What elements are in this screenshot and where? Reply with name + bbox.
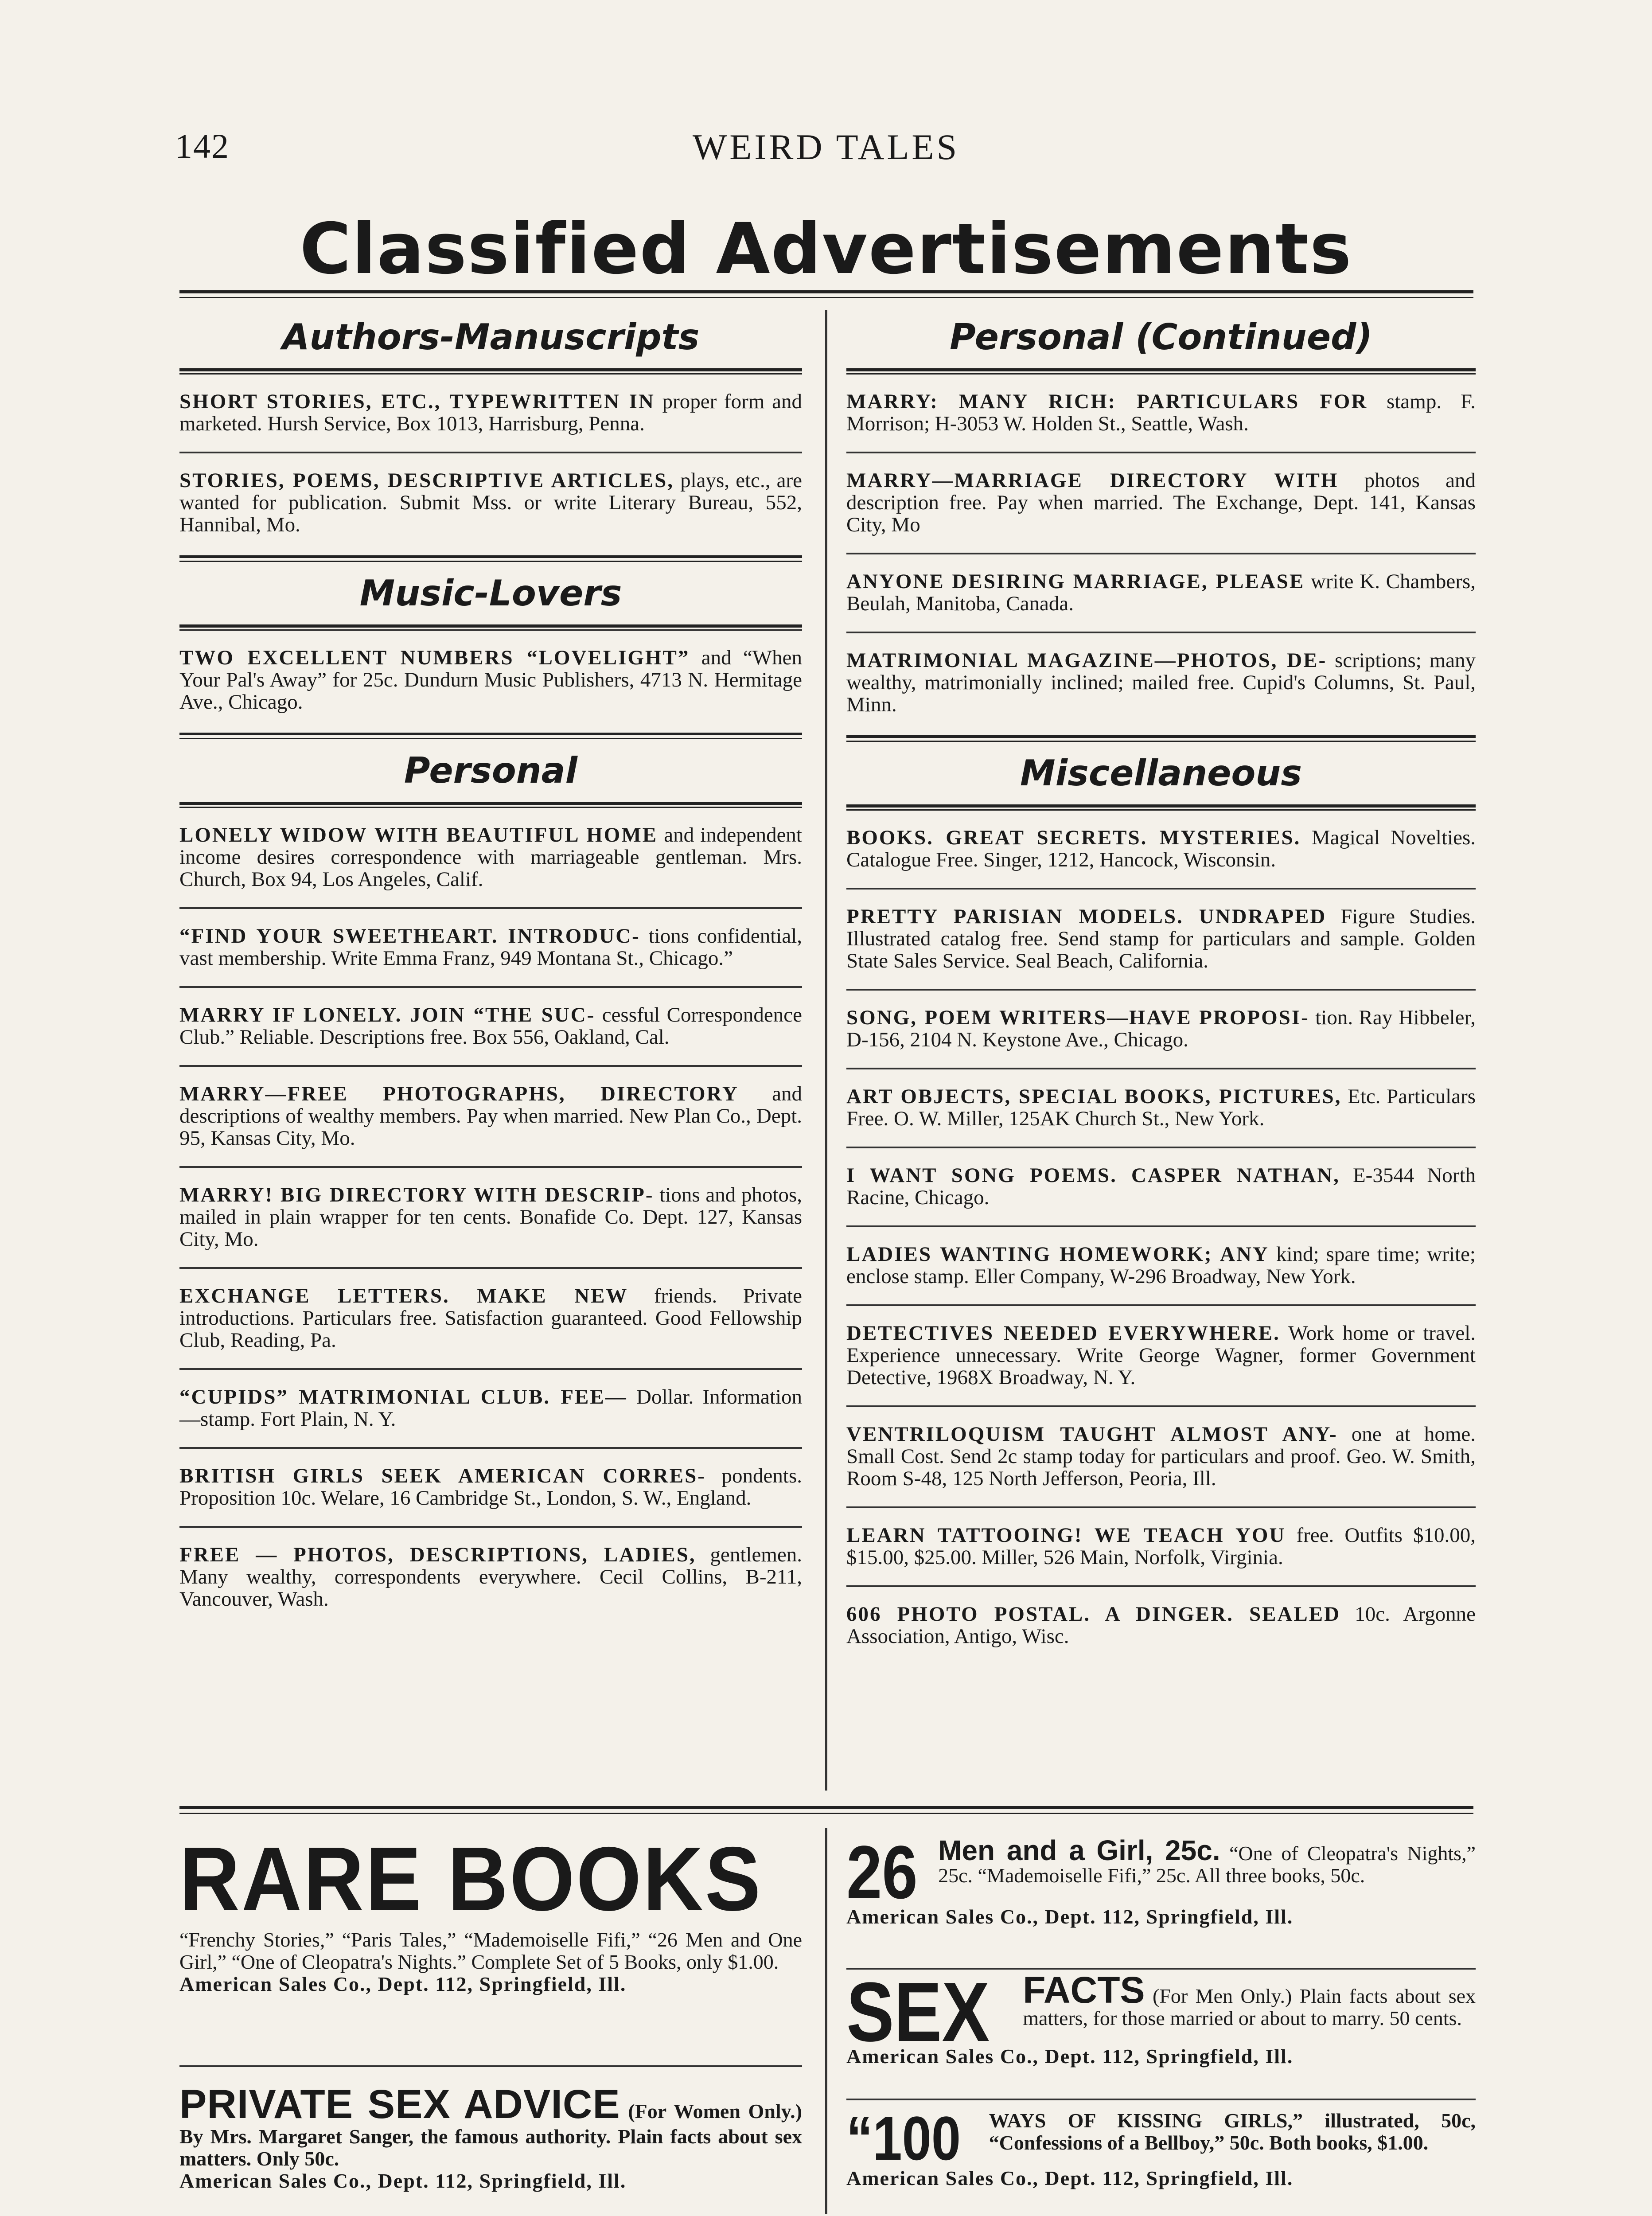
classified-ad (846, 1407, 1476, 1508)
ad-lead: TWO EXCELLENT NUMBERS “LOVELIGHT” (179, 646, 690, 669)
hundred-body: WAYS OF KISSING GIRLS,” illustrated, 50c, “Confessions of a Bellboy,” 50c. Both books, $1.00. (989, 2109, 1476, 2154)
ad-lead: LADIES WANTING HOMEWORK; ANY (846, 1243, 1269, 1266)
ad-lead: SHORT STORIES, ETC., TYPEWRITTEN IN (179, 390, 655, 413)
classified-ad (846, 554, 1476, 633)
running-head: WEIRD TALES (692, 127, 960, 167)
ad-body: Dollar. Information —stamp. Fort Plain, N. Y. (179, 1385, 802, 1431)
section-rule (179, 368, 802, 375)
classified-ad (846, 1306, 1476, 1407)
rare-books-ad (179, 1828, 802, 1995)
classified-ad (846, 453, 1476, 554)
section-separator (179, 555, 802, 562)
classified-ad (846, 991, 1476, 1069)
ad-lead: BOOKS. GREAT SECRETS. MYSTERIES. (846, 826, 1301, 849)
ad-body: proper form and marketed. Hursh Service, Box 1013, Harrisburg, Penna. (179, 390, 803, 435)
classified-ad (846, 1508, 1476, 1587)
classified-ad (179, 988, 802, 1067)
classified-ad (846, 890, 1476, 991)
section-rule (179, 624, 802, 631)
section-heading: Miscellaneous (1020, 753, 1302, 794)
classified-ad (846, 1587, 1476, 1664)
ad-body: Magical Novelties. Catalogue Free. Singer, 1212, Hancock, Wisconsin. (846, 826, 1476, 871)
ad-lead: MARRY—FREE PHOTOGRAPHS, DIRECTORY (179, 1082, 739, 1105)
ad-body: tions confidential, vast membership. Write Emma Franz, 949 Montana St., Chicago.” (179, 925, 803, 970)
ad-body: Etc. Particulars Free. O. W. Miller, 125AK Church St., New York. (846, 1085, 1476, 1130)
classified-ad (179, 375, 802, 453)
section-heading: Music-Lovers (359, 573, 622, 614)
ad-lead: STORIES, POEMS, DESCRIPTIVE ARTICLES, (179, 469, 674, 492)
sex-facts-body: (For Men Only.) Plain facts about sex matters, for those married or about to marry. 50 cents. (1023, 1985, 1476, 2029)
section-heading: Personal (404, 750, 578, 791)
ad-body: kind; spare time; write; enclose stamp. Eller Company, W-296 Broadway, New York. (846, 1243, 1476, 1288)
classified-ad (179, 808, 802, 909)
hundred-address: American Sales Co., Dept. 112, Springfield, Ill. (846, 2167, 1294, 2189)
display-ads-rule (179, 1806, 1473, 1814)
ad-lead: MATRIMONIAL MAGAZINE—PHOTOS, DE- (846, 649, 1327, 672)
twenty-six-headline: Men and a Girl, 25c. (938, 1834, 1220, 1866)
ad-lead: 606 PHOTO POSTAL. A DINGER. SEALED (846, 1603, 1341, 1626)
left-column (179, 306, 802, 1627)
title-rule (179, 290, 1473, 298)
section-heading: Personal (Continued) (950, 316, 1372, 358)
section-rule (846, 804, 1476, 811)
ad-lead: I WANT SONG POEMS. CASPER NATHAN, (846, 1164, 1340, 1187)
rare-books-headline: RARE BOOKS (179, 1828, 763, 1930)
display-ads-divider (825, 1828, 827, 2214)
ad-body: pondents. Proposition 10c. Welare, 16 Cambridge St., London, S. W., England. (179, 1464, 803, 1510)
ad-lead: EXCHANGE LETTERS. MAKE NEW (179, 1284, 628, 1307)
private-sex-advice-ad (179, 2083, 802, 2192)
ad-lead: “CUPIDS” MATRIMONIAL CLUB. FEE— (179, 1385, 627, 1408)
twenty-six-body: “One of Cleopatra's Nights,” 25c. “Mademoiselle Fifi,” 25c. All three books, 50c. (938, 1842, 1476, 1887)
ad-body: and independent income desires correspondence with marriageable gentleman. Mrs. Church, Box 94, Los Angeles, Calif. (179, 823, 802, 891)
ad-body: plays, etc., are wanted for publication. Submit Mss. or write Literary Bureau, 552, Hannibal, Mo. (179, 469, 802, 536)
hundred-number: “100 (846, 2103, 961, 2173)
rare-books-body: “Frenchy Stories,” “Paris Tales,” “Mademoiselle Fifi,” “26 Men and One Girl,” “One of Cleopatra's Nights.” Complete Set of 5 Books, only $1.00. (179, 1928, 802, 1973)
section-rule (846, 368, 1476, 375)
ad-lead: “FIND YOUR SWEETHEART. INTRODUC- (179, 925, 640, 948)
section-separator (846, 735, 1476, 742)
ad-body: Figure Studies. Illustrated catalog free. Send stamp for particulars and sample. Golden State Sales Service. Seal Beach, California. (846, 905, 1476, 972)
right-column (846, 306, 1476, 1664)
ad-lead: MARRY! BIG DIRECTORY WITH DESCRIP- (179, 1183, 654, 1206)
sex-facts-address: American Sales Co., Dept. 112, Springfield, Ill. (846, 2045, 1294, 2068)
column-divider (825, 310, 827, 1791)
page-title: Classified Advertisements (300, 208, 1352, 290)
ad-lead: MARRY IF LONELY. JOIN “THE SUC- (179, 1003, 596, 1026)
page-number: 142 (175, 127, 230, 165)
ad-separator (179, 2065, 802, 2067)
ad-body: tions and photos, mailed in plain wrapper for ten cents. Bonafide Co. Dept. 127, Kansas City, Mo. (179, 1183, 803, 1251)
ad-lead: FREE — PHOTOS, DESCRIPTIONS, LADIES, (179, 1543, 696, 1566)
twenty-six-number: 26 (846, 1830, 918, 1915)
ad-body: gentlemen. Many wealthy, correspondents everywhere. Cecil Collins, B-211, Vancouver, Wash. (179, 1543, 802, 1611)
ad-lead: ART OBJECTS, SPECIAL BOOKS, PICTURES, (846, 1085, 1342, 1108)
classified-ad (846, 375, 1476, 453)
private-sex-advice-body: (For Women Only.) By Mrs. Margaret Sanger, the famous authority. Plain facts about sex matters. Only 50c. (179, 2100, 802, 2170)
classified-ad (846, 1148, 1476, 1227)
ad-lead: MARRY: MANY RICH: PARTICULARS FOR (846, 390, 1368, 413)
twenty-six-men-ad (846, 1830, 1476, 1928)
ad-body: scriptions; many wealthy, matrimonially inclined; mailed free. Cupid's Columns, St. Paul, Minn. (846, 649, 1476, 716)
twenty-six-address: American Sales Co., Dept. 112, Springfield, Ill. (846, 1905, 1294, 1928)
ad-body: Work home or travel. Experience unnecessary. Write George Wagner, former Government Detective, 1968X Broadway, N. Y. (846, 1322, 1476, 1389)
ad-lead: LEARN TATTOOING! WE TEACH YOU (846, 1524, 1286, 1547)
ad-body: 10c. Argonne Association, Antigo, Wisc. (846, 1603, 1476, 1648)
classified-ad (846, 1069, 1476, 1148)
classified-ad (179, 1449, 802, 1528)
sex-facts-headline: FACTS (1023, 1969, 1145, 2011)
section-rule (179, 802, 802, 808)
ad-body: friends. Private introductions. Particulars free. Satisfaction guaranteed. Good Fellowship Club, Reading, Pa. (179, 1284, 803, 1352)
ad-body: stamp. F. Morrison; H-3053 W. Holden St., Seattle, Wash. (846, 390, 1476, 435)
ad-body: one at home. Small Cost. Send 2c stamp today for particulars and proof. Geo. W. Smith, Room S-48, 125 North Jefferson, Peoria, Ill. (846, 1423, 1476, 1490)
classified-ad (179, 1370, 802, 1449)
sex-facts-big: SEX (846, 1965, 990, 2059)
classified-ad (846, 1227, 1476, 1306)
sex-facts-ad (846, 1965, 1476, 2068)
ad-lead: LONELY WIDOW WITH BEAUTIFUL HOME (179, 823, 658, 847)
private-sex-advice-headline: PRIVATE SEX ADVICE (179, 2082, 620, 2127)
hundred-ways-ad (846, 2103, 1476, 2189)
ad-lead: MARRY—MARRIAGE DIRECTORY WITH (846, 469, 1339, 492)
ad-lead: DETECTIVES NEEDED EVERYWHERE. (846, 1322, 1280, 1345)
ad-lead: SONG, POEM WRITERS—HAVE PROPOSI- (846, 1006, 1309, 1029)
ad-body: write K. Chambers, Beulah, Manitoba, Canada. (846, 570, 1476, 615)
ad-body: photos and description free. Pay when married. The Exchange, Dept. 141, Kansas City, Mo (846, 469, 1476, 536)
classified-ad (179, 453, 802, 553)
ad-body: and “When Your Pal's Away” for 25c. Dundurn Music Publishers, 4713 N. Hermitage Ave., Chicago. (179, 646, 802, 714)
section-heading: Authors-Manuscripts (282, 316, 700, 358)
classified-ad (179, 909, 802, 988)
ad-lead: ANYONE DESIRING MARRIAGE, PLEASE (846, 570, 1305, 593)
ad-separator (846, 2099, 1476, 2100)
classified-ad (179, 1067, 802, 1168)
ad-body: free. Outfits $10.00, $15.00, $25.00. Miller, 526 Main, Norfolk, Virginia. (846, 1524, 1476, 1569)
ad-body: tion. Ray Hibbeler, D-156, 2104 N. Keystone Ave., Chicago. (846, 1006, 1476, 1051)
ad-body: E-3544 North Racine, Chicago. (846, 1164, 1476, 1209)
private-sex-advice-address: American Sales Co., Dept. 112, Springfield, Ill. (179, 2169, 627, 2192)
classified-ad (179, 631, 802, 730)
classified-ad (846, 811, 1476, 890)
classified-ad (179, 1269, 802, 1370)
rare-books-address: American Sales Co., Dept. 112, Springfield, Ill. (179, 1973, 627, 1995)
ad-lead: BRITISH GIRLS SEEK AMERICAN CORRES- (179, 1464, 706, 1487)
ad-body: and descriptions of wealthy members. Pay when married. New Plan Co., Dept. 95, Kansas City, Mo. (179, 1082, 803, 1150)
classified-ad (846, 633, 1476, 733)
classified-ad (179, 1168, 802, 1269)
ad-lead: PRETTY PARISIAN MODELS. UNDRAPED (846, 905, 1327, 928)
classified-ad (179, 1528, 802, 1627)
section-separator (179, 733, 802, 739)
ad-body: cessful Correspondence Club.” Reliable. Descriptions free. Box 556, Oakland, Cal. (179, 1003, 802, 1049)
ad-lead: VENTRILOQUISM TAUGHT ALMOST ANY- (846, 1423, 1338, 1446)
